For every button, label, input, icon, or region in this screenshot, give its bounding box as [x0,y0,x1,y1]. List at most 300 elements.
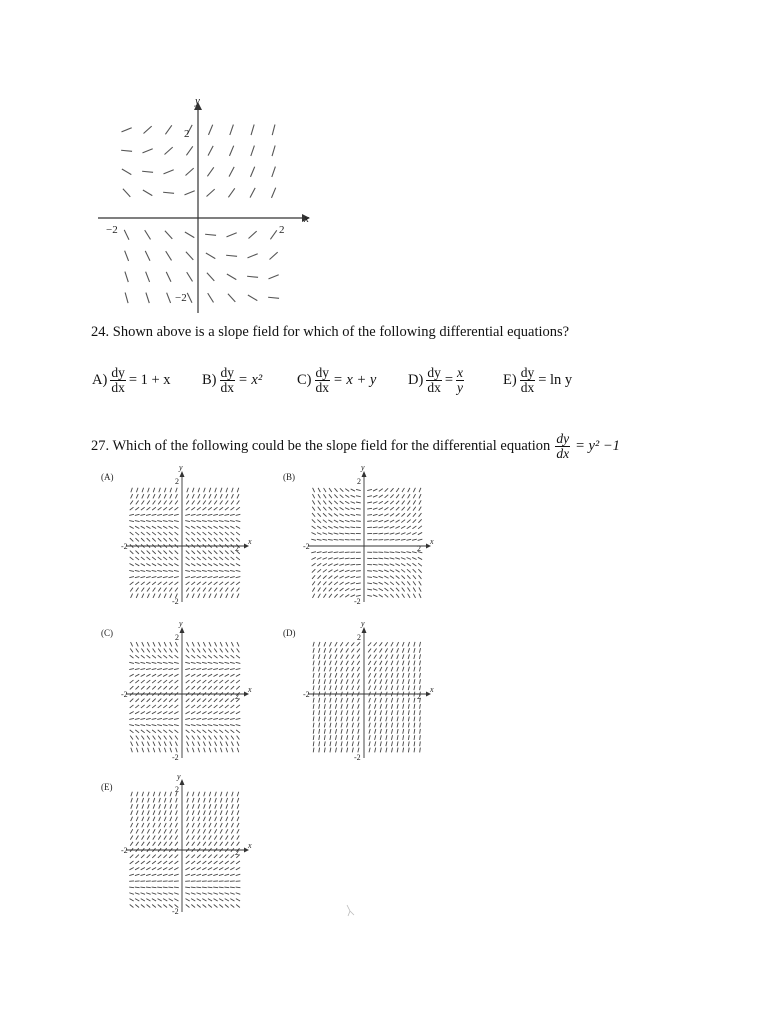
slope-segment [226,742,228,746]
slope-segment [413,594,415,598]
slope-segment [136,817,138,821]
slope-segment [368,649,371,653]
slope-segment [313,642,314,647]
slope-segment [169,564,173,566]
slope-segment [146,674,150,676]
slope-segment [317,552,322,553]
slope-segment [185,669,190,670]
slope-segment [318,513,321,517]
slope-segment [141,532,145,535]
slope-segment [220,500,223,504]
slope-segment [186,252,193,260]
slope-segment [142,149,152,153]
slope-segment [345,501,349,503]
slope-segment [164,488,166,493]
slope-segment [163,887,168,888]
slope-segment [219,868,223,870]
slope-segment [192,642,194,646]
slope-segment [356,489,361,490]
slope-segment [136,594,138,598]
slope-segment [312,513,315,517]
slope-segment [213,874,218,875]
slope-segment [219,526,223,528]
slope-segment [231,582,235,585]
slope-segment [369,686,371,690]
slope-segment [419,642,420,647]
slope-segment [328,526,332,528]
slope-segment [213,725,218,726]
slope-segment [166,272,171,282]
slope-segment [175,699,178,702]
slope-segment [213,718,218,719]
slope-segment [397,717,398,722]
slope-segment [174,577,179,578]
slope-segment [373,495,377,497]
slope-segment [384,576,388,578]
slope-segment [152,551,155,554]
slope-segment [401,558,406,560]
slope-segment [391,648,393,652]
panel-neg-y: -2 [354,597,361,606]
slope-segment [130,836,133,840]
slope-segment [397,679,398,684]
slope-segment [131,748,133,753]
slope-segment [323,507,326,511]
panel-segments [313,642,421,752]
slope-segment [192,594,194,598]
slope-segment [414,654,415,659]
choice-rhs: = x² [238,372,263,388]
slope-segment [390,570,394,572]
slope-segment [420,748,421,753]
panel-y-label: y [361,619,365,628]
slope-segment [390,576,394,579]
slope-segment [408,735,409,740]
slope-segment [230,674,234,676]
slope-segment [147,817,149,821]
slope-segment [196,662,201,663]
slope-segment [135,655,139,658]
slope-segment [185,570,190,571]
slope-segment [197,874,202,875]
slope-segment [367,571,372,572]
slope-segment [357,686,359,690]
slope-segment [272,167,276,177]
slope-segment [208,125,212,135]
slope-segment [175,680,179,683]
slope-segment [358,741,359,746]
slope-segment [213,577,218,578]
slope-segment [186,674,190,676]
slope-segment [198,836,201,840]
slope-segment [420,661,421,666]
slope-segment [135,868,139,870]
slope-segment [408,741,409,746]
slope-segment [339,527,344,528]
slope-segment [187,798,189,803]
slope-segment [402,594,405,598]
slope-segment [163,521,168,522]
slope-segment [225,588,228,592]
slope-segment [236,899,240,901]
slope-segment [335,642,337,646]
slope-segment [141,842,144,846]
slope-segment [152,868,156,870]
panel-pos-y: 2 [357,477,361,486]
slope-segment [336,741,337,746]
slope-segment [231,823,233,827]
slope-segment [324,667,325,672]
slope-segment [414,748,415,753]
slope-segment [248,295,257,301]
slope-segment [130,736,133,740]
slope-segment [369,698,371,703]
slope-segment [208,893,213,895]
slope-segment [335,717,336,722]
slope-segment [232,488,234,493]
slope-segment [203,551,206,554]
slope-segment [135,699,138,702]
slope-segment [131,488,133,493]
slope-segment [152,526,156,528]
derivative-fraction: $\frac{dy}{dx}$ [111,365,125,395]
slope-segment [380,661,382,665]
panel-segments [129,488,240,598]
panel-neg-x: -2 [121,542,128,551]
slope-segment [317,526,321,529]
slope-segment [191,899,195,901]
slope-segment [135,526,139,528]
slope-segment [142,804,144,809]
q27-option-b[interactable] [280,462,440,607]
slope-segment [350,514,355,515]
slope-segment [135,557,139,560]
slope-segment [330,741,331,746]
slope-segment [375,717,376,722]
slope-segment [318,588,321,592]
slope-segment [341,686,343,691]
slope-segment [157,514,162,515]
q27-option-e[interactable] [98,772,258,917]
slope-segment [219,532,223,535]
slope-segment [226,255,237,256]
slope-segment [339,576,343,578]
slope-segment [157,725,162,726]
slope-segment [231,538,234,541]
slope-segment [312,507,315,511]
q24-choice-e[interactable] [503,366,572,395]
slope-segment [356,496,361,497]
slope-segment [163,662,168,663]
slope-segment [186,168,194,175]
slope-segment [153,494,155,498]
slope-segment [203,655,207,658]
slope-segment [350,527,355,528]
slope-segment [408,654,409,659]
slope-segment [408,723,409,728]
slope-segment [208,712,212,714]
slope-segment [412,539,417,540]
slope-segment [186,699,189,702]
slope-segment [141,557,145,560]
slope-segment [168,887,173,888]
slope-segment [219,874,224,875]
slope-segment [142,810,144,814]
slope-segment [386,686,388,691]
choice-rhs: = 1 + x [128,372,171,388]
slope-segment [367,508,372,509]
slope-segment [163,507,167,510]
slope-segment [367,583,372,584]
slope-segment [213,514,218,515]
slope-segment [313,654,314,659]
slope-segment [191,532,195,535]
slope-segment [397,667,399,672]
slope-segment [146,662,151,663]
slope-segment [214,829,216,833]
slope-segment [135,725,140,726]
slope-segment [186,842,189,846]
slope-segment [220,836,223,840]
slope-segment [197,736,200,740]
q24-choice-b[interactable] [202,366,262,395]
slope-segment [159,742,161,746]
slope-segment [185,662,190,663]
slope-segment [407,581,410,585]
slope-segment [373,533,378,534]
slope-segment [169,551,172,554]
slope-segment [350,521,355,522]
slope-segment [231,742,233,746]
slope-segment [230,712,234,714]
slope-segment [197,680,201,683]
slope-segment [313,673,314,678]
slope-segment [169,680,173,683]
slope-segment [214,855,217,858]
slope-segment [352,698,354,703]
slope-segment [152,674,156,676]
slope-segment [397,642,399,646]
slope-segment [225,712,229,714]
slope-segment [209,823,211,827]
slope-segment [414,673,415,678]
slope-segment [419,654,420,659]
slope-segment [129,577,134,578]
slope-segment [352,729,353,734]
slope-segment [324,648,326,653]
slope-segment [148,804,150,809]
slope-segment [168,662,173,663]
slope-segment [213,887,218,888]
slope-segment [191,712,195,714]
q24-choice-c[interactable] [297,366,376,395]
slope-segment [231,507,235,510]
slope-segment [237,817,239,821]
slope-segment [374,679,376,683]
slope-segment [225,893,230,895]
slope-segment [208,564,212,566]
q24-choice-d[interactable] [408,366,464,395]
slope-segment [129,725,134,726]
slope-segment [203,742,205,746]
slope-segment [170,488,172,493]
slope-segment [224,577,229,578]
slope-segment [140,570,145,571]
slope-segment [198,829,200,833]
q27-option-a[interactable] [98,462,258,607]
slope-segment [213,570,218,571]
slope-segment [413,507,416,511]
slope-segment [197,855,200,858]
slope-segment [158,899,162,901]
slope-segment [220,748,222,753]
slope-segment [390,564,394,566]
slope-segment [198,742,200,746]
slope-segment [175,551,178,554]
slope-segment [174,514,179,515]
slope-segment [214,655,218,658]
slope-segment [192,817,194,821]
slope-segment [403,723,404,728]
slope-segment [380,704,381,709]
slope-segment [191,868,195,870]
slope-segment [369,679,371,683]
slope-segment [329,582,332,585]
slope-segment [191,564,195,566]
slope-segment [397,704,398,709]
slope-segment [142,823,144,827]
slope-segment [175,655,179,658]
slope-segment [323,513,327,516]
slope-segment [403,710,404,715]
slope-segment [324,704,325,709]
q24-segments [121,124,279,303]
slope-segment [313,741,314,746]
slope-segment [187,488,189,493]
slope-segment [176,488,178,493]
slope-segment [396,488,399,492]
slope-segment [203,836,206,840]
slope-segment [317,539,322,540]
slope-segment [420,717,421,722]
slope-segment [380,679,382,683]
choice-letter: E) [503,372,517,388]
slope-segment [357,667,359,671]
slope-segment [214,899,218,901]
slope-segment [121,128,131,132]
slope-segment [170,829,172,833]
slope-segment [152,874,157,875]
slope-segment [158,836,161,840]
slope-segment [323,533,328,535]
slope-segment [147,736,150,740]
slope-segment [158,507,162,510]
slope-segment [192,742,194,746]
q27-option-c[interactable] [98,618,258,763]
slope-segment [192,798,194,803]
slope-segment [396,576,400,579]
slope-segment [159,594,161,598]
slope-segment [379,520,384,521]
slope-segment [419,594,421,598]
slope-segment [249,231,257,238]
slope-segment [236,582,240,585]
slope-segment [197,842,200,846]
slope-segment [334,488,337,492]
slope-segment [373,570,378,571]
slope-segment [373,558,378,559]
slope-segment [237,494,239,498]
slope-segment [147,705,151,708]
slope-segment [268,297,279,298]
slope-segment [169,588,172,592]
slope-segment [230,125,234,135]
slope-segment [152,699,155,702]
slope-segment [214,532,218,535]
slope-segment [319,698,320,703]
slope-segment [136,829,138,833]
slope-segment [168,577,173,578]
slope-segment [352,704,354,709]
slope-segment [330,735,331,740]
slope-segment [202,725,207,726]
slope-segment [203,842,206,846]
slope-segment [347,748,348,753]
slope-segment [215,748,217,753]
slope-segment [385,667,387,671]
slope-segment [319,729,320,734]
slope-segment [414,685,415,690]
panel-label: (E) [101,782,113,792]
slope-segment [339,552,344,553]
slope-segment [214,500,217,504]
slope-segment [375,723,376,728]
slope-segment [420,667,421,672]
slope-segment [352,741,353,746]
slope-segment [165,125,171,134]
slope-segment [318,494,320,498]
slope-segment [175,736,178,740]
slope-segment [214,905,218,908]
slope-segment [169,855,172,858]
slope-segment [420,723,421,728]
slope-segment [374,698,376,703]
slope-segment [231,686,234,689]
slope-segment [335,673,337,678]
slope-segment [352,667,354,671]
q24-choice-a[interactable] [92,366,171,395]
slope-segment [341,748,342,753]
slope-segment [225,686,228,689]
slope-segment [340,507,344,510]
slope-segment [214,674,218,676]
panel-label: (D) [283,628,296,638]
slope-segment [142,836,145,840]
slope-segment [351,502,356,504]
q27-option-d[interactable] [280,618,440,763]
slope-segment [402,654,404,659]
slope-segment [153,810,155,814]
slope-segment [186,538,189,541]
q27-equation-rhs: = y² −1 [575,438,620,454]
slope-segment [192,842,195,846]
slope-segment [197,899,201,901]
slope-segment [418,519,421,523]
slope-segment [334,570,338,572]
slope-segment [225,500,228,504]
slope-segment [384,552,389,553]
slope-segment [146,293,149,303]
